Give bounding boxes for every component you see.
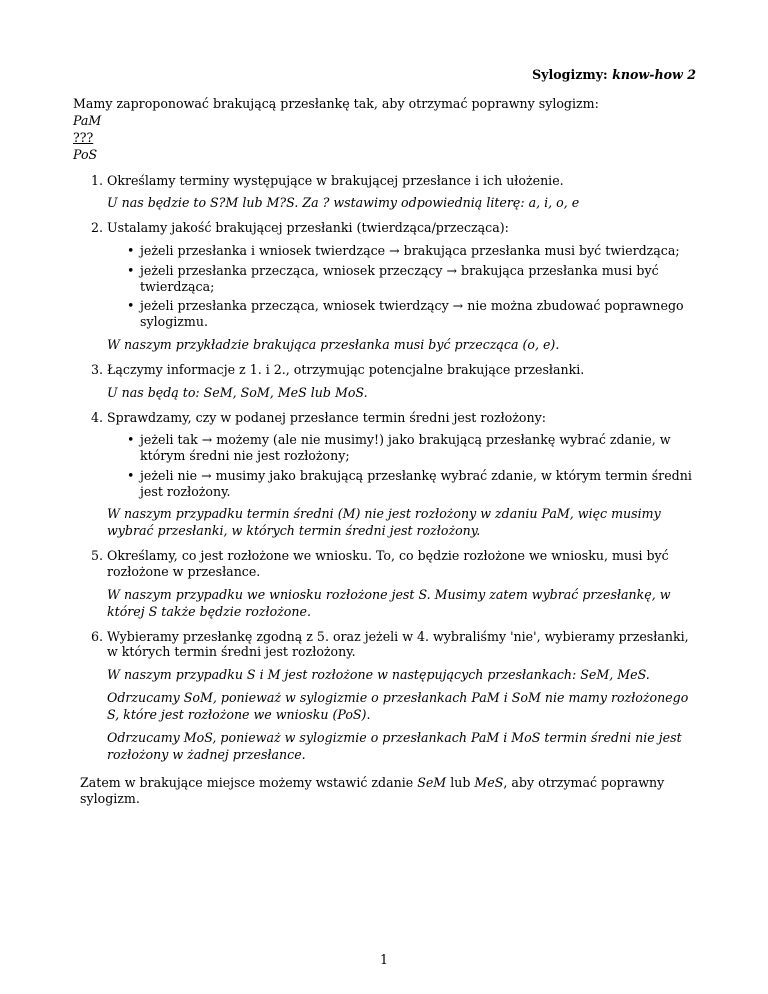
step-text: 3. Łączymy informacje z 1. i 2., otrzymując potencjalne brakujące przesłanki. [107,361,585,377]
list-item: • jeżeli przesłanka przecząca, wniosek przeczący → brakująca przesłanka musi być twierdząca; [140,263,699,294]
steps-list [73,173,699,763]
step-1 [107,173,699,212]
step-note: W naszym przykładzie brakująca przesłanka musi być przecząca (o, e). [107,336,560,352]
step-note: U nas będą to: SeM, SoM, MeS lub MoS. [107,384,368,400]
header-emphasis: know-how 2 [612,67,696,82]
intro-text: Mamy zaproponować brakującą przesłankę tak, aby otrzymać poprawny sylogizm: [73,96,599,111]
bullet-list [107,432,699,499]
step-text: 6. Wybieramy przesłankę zgodną z 5. oraz jeżeli w 4. wybraliśmy 'nie', wybieramy przesłanki, w których termin średni jest rozłożony. [107,628,689,660]
step-4 [107,410,699,540]
step-text: 5. Określamy, co jest rozłożone we wniosku. To, co będzie rozłożone we wniosku, musi być rozłożone w przesłance. [107,548,669,580]
step-2 [107,220,699,352]
step-5 [107,548,699,619]
document-body [73,96,699,807]
step-text: 1. Określamy terminy występujące w brakującej przesłance i ich ułożenie. [107,172,564,188]
syllogism-conclusion: PoS [73,146,98,162]
conclusion-before: Zatem w brakujące miejsce możemy wstawić zdanie [80,775,418,791]
list-item: • jeżeli nie → musimy jako brakującą przesłankę wybrać zdanie, w którym termin średni jest rozłożony. [140,468,699,499]
page-number: 1 [379,952,388,967]
list-item: • jeżeli tak → możemy (ale nie musimy!) jako brakującą przesłankę wybrać zdanie, w którym średni nie jest rozłożony; [140,432,699,463]
step-3 [107,362,699,401]
step-note: W naszym przypadku termin średni (M) nie jest rozłożony w zdaniu PaM, więc musimy wybrać przesłanki, w których termin średni jest rozłożony. [107,506,661,539]
step-note: W naszym przypadku we wniosku rozłożone jest S. Musimy zatem wybrać przesłankę, w której S także będzie rozłożone. [107,586,671,619]
syllogism-block [73,112,699,163]
step-note: U nas będzie to S?M lub M?S. Za ? wstawimy odpowiednią literę: a, i, o, e [107,195,580,211]
conclusion-mid: lub [446,775,475,791]
conclusion-after: , aby otrzymać poprawny sylogizm. [80,775,665,806]
list-item: • jeżeli przesłanka i wniosek twierdzące → brakująca przesłanka musi być twierdząca; [140,243,699,259]
list-item: • jeżeli przesłanka przecząca, wniosek twierdzący → nie można zbudować poprawnego sylogizmu. [140,298,699,329]
syllogism-major-premise: PaM [73,112,102,128]
step-text: 2. Ustalamy jakość brakującej przesłanki (twierdząca/przecząca): [107,220,509,236]
bullet-list [107,243,699,330]
step-text: 4. Sprawdzamy, czy w podanej przesłance termin średni jest rozłożony: [107,409,546,425]
header-title: Sylogizmy: [532,67,613,82]
conclusion-text [73,775,699,806]
conclusion-option-1: SeM [417,775,447,791]
step-note: W naszym przypadku S i M jest rozłożone w następujących przesłankach: SeM, MeS. [107,667,650,683]
conclusion-option-2: MeS [474,775,504,791]
syllogism-missing-premise: ??? [73,129,94,145]
step-note: Odrzucamy MoS, ponieważ w sylogizmie o przesłankach PaM i MoS termin średni nie jest rozłożony w żadnej przesłance. [107,730,682,763]
step-6 [107,629,699,763]
page-header [532,67,696,83]
step-note: Odrzucamy SoM, ponieważ w sylogizmie o przesłankach PaM i SoM nie mamy rozłożonego S, które jest rozłożone we wniosku (PoS). [107,690,689,723]
